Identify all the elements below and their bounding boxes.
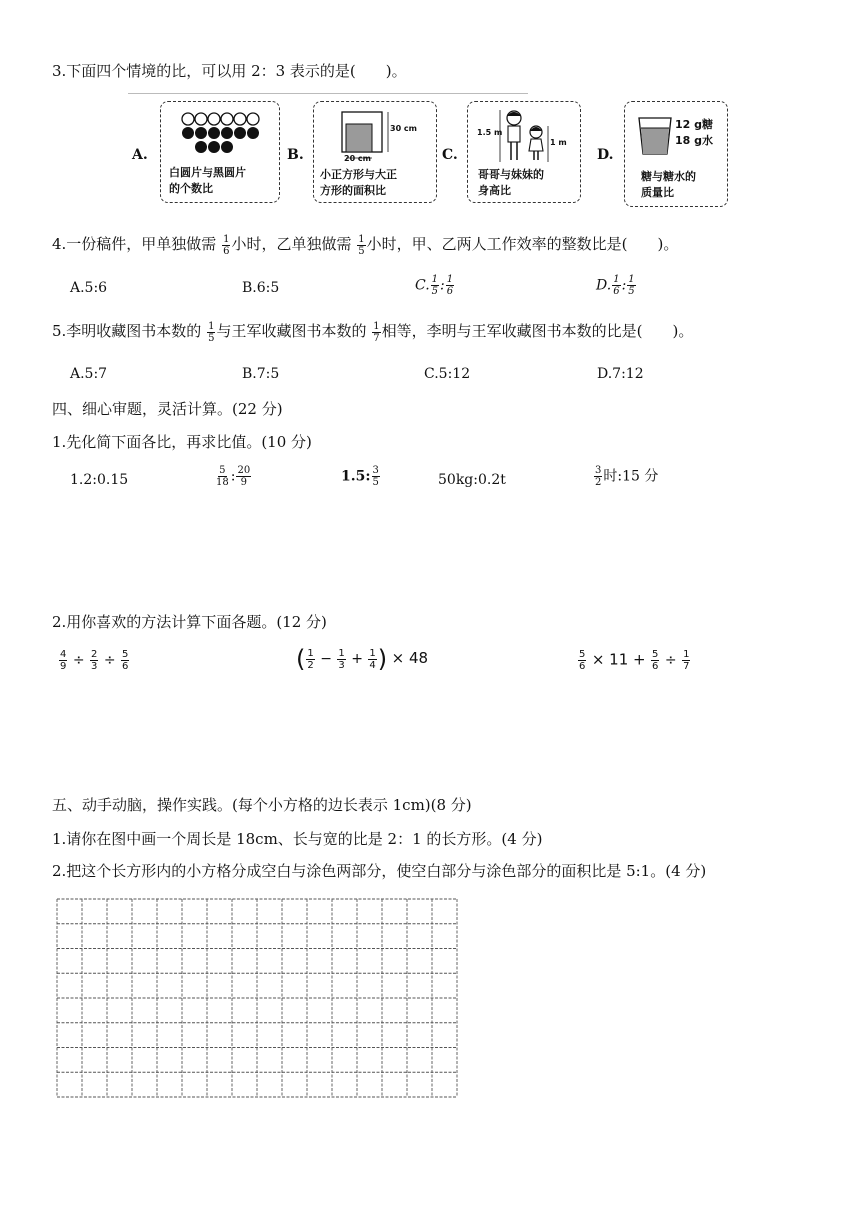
divider [128, 93, 528, 94]
cup-icon [635, 114, 675, 158]
section-4-title: 四、细心审题，灵活计算。(22 分) [52, 400, 283, 418]
label-20cm: 20 cm [344, 154, 371, 163]
section-4-part-1: 1.先化简下面各比，再求比值。(10 分) [52, 433, 312, 451]
label-1m: 1 m [550, 138, 567, 147]
label-1-5m: 1.5 m [477, 128, 503, 137]
q4-option-d[interactable]: D. $\frac{1}{6}$ : $\frac{1}{5}$ [596, 274, 635, 297]
label-water: 18 g水 [675, 134, 714, 147]
section-5-part-1: 1.请你在图中画一个周长是 18cm、长与宽的比是 2：1 的长方形。(4 分) [52, 830, 543, 848]
option-b-card [313, 101, 437, 203]
square-grid[interactable] [56, 898, 458, 1098]
expression-3: $\frac{5}{6}$ × 11 + $\frac{5}{6}$ ÷ $\frac{1}{7}$ [579, 649, 690, 672]
fraction: $\frac{1}{6}$ [223, 233, 230, 257]
section-5-part-2: 2.把这个长方形内的小方格分成空白与涂色两部分，使空白部分与涂色部分的面积比是 5:1。(4 分) [52, 862, 707, 880]
option-a-caption-1: 白圆片与黑圆片 [169, 166, 246, 179]
option-b-caption-2: 方形的面积比 [320, 184, 386, 197]
option-a-caption-2: 的个数比 [169, 182, 213, 195]
fraction: $\frac{1}{7}$ [373, 320, 380, 344]
q4-option-b[interactable]: B.6:5 [242, 280, 280, 296]
q4-option-c[interactable]: C. $\frac{1}{5}$ : $\frac{1}{6}$ [415, 274, 454, 297]
q5-option-b[interactable]: B.7:5 [242, 366, 280, 382]
siblings-icon [494, 106, 558, 166]
q5-option-a[interactable]: A.5:7 [70, 366, 108, 382]
ratio-item-3: 1.5: $\frac{3}{5}$ [341, 465, 379, 488]
section-5-title: 五、动手动脑，操作实践。(每个小方格的边长表示 1cm)(8 分) [52, 796, 472, 814]
option-d-caption-1: 糖与糖水的 [641, 170, 696, 183]
expression-1: $\frac{4}{9}$ ÷ $\frac{2}{3}$ ÷ $\frac{5}{6}$ [60, 649, 129, 672]
option-d-caption-2: 质量比 [641, 186, 674, 199]
option-c-caption-2: 身高比 [478, 184, 511, 197]
ratio-item-5: $\frac{3}{2}$ 时:15 分 [595, 465, 659, 488]
option-a-card [160, 101, 280, 203]
question-3: 3.下面四个情境的比，可以用 2：3 表示的是( )。 [52, 62, 407, 80]
circles-icon [179, 111, 263, 157]
q4-option-a[interactable]: A.5:6 [70, 280, 108, 296]
option-c-caption-1: 哥哥与妹妹的 [478, 168, 544, 181]
ratio-item-1: 1.2:0.15 [70, 472, 129, 488]
ratio-item-2: $\frac{5}{18}$ : $\frac{20}{9}$ [216, 465, 251, 488]
question-5: 5.李明收藏图书本数的 $\frac{1}{5}$ 与王军收藏图书本数的 $\frac{1}{7}$ 相等，李明与王军收藏图书本数的比是( )。 [52, 320, 694, 344]
option-c-letter: C. [442, 147, 458, 163]
question-4: 4.一份稿件，甲单独做需 $\frac{1}{6}$ 小时，乙单独做需 $\frac{1}{5}$ 小时，甲、乙两人工作效率的整数比是( )。 [52, 233, 679, 257]
q5-option-c[interactable]: C.5:12 [424, 366, 471, 382]
q5-option-d[interactable]: D.7:12 [597, 366, 644, 382]
ratio-item-4: 50kg:0.2t [438, 472, 506, 488]
option-b-letter: B. [287, 147, 304, 163]
label-sugar: 12 g糖 [675, 118, 714, 131]
option-c-card [467, 101, 581, 203]
label-30cm: 30 cm [390, 124, 417, 133]
option-a-letter: A. [132, 147, 148, 163]
option-b-caption-1: 小正方形与大正 [320, 168, 397, 181]
section-4-part-2: 2.用你喜欢的方法计算下面各题。(12 分) [52, 613, 327, 631]
expression-2: ( $\frac{1}{2}$ − $\frac{1}{3}$ + $\frac{1}{4}$ ) × 48 [296, 645, 429, 673]
option-d-card [624, 101, 728, 207]
fraction: $\frac{1}{5}$ [358, 233, 365, 257]
fraction: $\frac{1}{5}$ [208, 320, 215, 344]
option-d-letter: D. [597, 147, 614, 163]
